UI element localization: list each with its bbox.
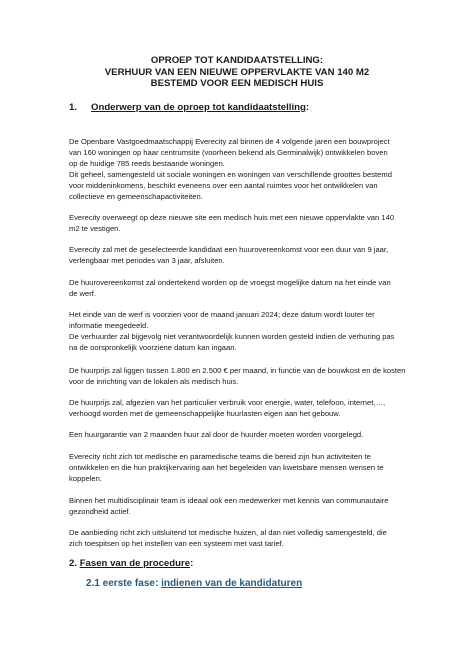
section-1-number: 1. <box>69 102 78 113</box>
paragraph-line: Een huurgarantie van 2 maanden huur zal door de huurder moeten worden voorgelegd. <box>69 430 364 439</box>
paragraph-line: m2 te vestigen. <box>69 224 121 234</box>
section-2-1-title: indienen van de kandidaturen <box>161 578 303 589</box>
paragraph-11 <box>69 527 419 549</box>
paragraph-line: De verhuurder zal bijgevolg niet verantwoordelijk kunnen worden gesteld indien de verhuring pas <box>69 332 395 342</box>
paragraph-1 <box>69 136 419 203</box>
paragraph-5 <box>69 309 419 353</box>
section-2-colon: : <box>190 558 194 569</box>
section-2-number: 2. <box>69 558 78 569</box>
paragraph-line: Het einde van de werf is voorzien voor de maand januari 2024; deze datum wordt louter ter <box>69 310 375 319</box>
section-2-title: Fasen van de procedure <box>79 558 191 569</box>
paragraph-line: collectieve en gemeenschapactiviteiten. <box>69 192 203 202</box>
paragraph-6 <box>69 365 419 387</box>
paragraph-line: De huurprijs zal, afgezien van het particulier verbruik voor energie, water, telefoon, internet,…, <box>69 398 386 407</box>
paragraph-line: voor middeninkomens, beschikt eveneens over een aantal ruimtes voor het ontwikkelen van <box>69 181 378 191</box>
section-1-heading <box>69 102 309 114</box>
paragraph-2 <box>69 212 419 234</box>
paragraph-9 <box>69 451 419 484</box>
section-1-colon: : <box>305 102 310 113</box>
paragraph-line: De huurprijs zal liggen tussen 1.800 en 2.500 € per maand, in functie van de bouwkost en de kosten <box>69 366 406 375</box>
paragraph-line: De Openbare Vastgoedmaatschappij Everecity zal binnen de 4 volgende jaren een bouwproject <box>69 137 390 146</box>
section-2-1-prefix: 2.1 eerste fase: <box>86 578 162 589</box>
paragraph-line: Everecity richt zich tot medische en paramedische teams die bereid zijn hun activiteiten te <box>69 452 371 461</box>
paragraph-line: De aanbieding richt zich uitsluitend tot medische huizen, al dan niet volledig samengesteld, die <box>69 528 387 537</box>
paragraph-line: zich toespitsen op het instellen van een systeem met vast tarief. <box>69 539 284 549</box>
section-2-heading <box>69 558 193 570</box>
paragraph-line: op de huidige 785 reeds bestaande woningen. <box>69 159 225 169</box>
paragraph-line: De huurovereenkomst zal ondertekend worden op de vroegst mogelijke datum na het einde van <box>69 278 391 287</box>
paragraph-line: Binnen het multidisciplinair team is ideaal ook een medewerker met kennis van communautaire <box>69 496 389 505</box>
paragraph-line: de werf. <box>69 289 97 299</box>
document-title <box>40 55 434 90</box>
section-2-1-heading <box>86 578 302 590</box>
paragraph-3 <box>69 244 419 266</box>
paragraph-line: Dit geheel, samengesteld uit sociale woningen en woningen van verschillende groottes bestemd <box>69 170 392 180</box>
paragraph-line: na de oorspronkelijk voorziene datum kan ingaan. <box>69 343 237 353</box>
paragraph-7 <box>69 397 419 419</box>
paragraph-line: koppelen. <box>69 474 102 484</box>
paragraph-4 <box>69 277 419 299</box>
paragraph-line: voor de inrichting van de lokalen als medisch huis. <box>69 377 239 387</box>
paragraph-line: Everecity zal met de geselecteerde kandidaat een huurovereenkomst voor een duur van 9 jaar, <box>69 245 389 254</box>
paragraph-line: Everecity overweegt op deze nieuwe site een medisch huis met een nieuwe oppervlakte van 140 <box>69 213 395 222</box>
paragraph-line: van 160 woningen op haar centrumsite (voorheen bekend als Germinalwijk) ontwikkelen boven <box>69 148 388 158</box>
paragraph-line: gezondheid actief. <box>69 507 131 517</box>
paragraph-10 <box>69 495 419 517</box>
title-line-2: VERHUUR VAN EEN NIEUWE OPPERVLAKTE VAN 140 M2 <box>104 66 370 78</box>
title-line-1: OPROEP TOT KANDIDAATSTELLING: <box>150 55 324 66</box>
paragraph-line: verlengbaar met periodes van 3 jaar, afsluiten. <box>69 256 225 266</box>
title-line-3: BESTEMD VOOR EEN MEDISCH HUIS <box>150 78 324 90</box>
paragraph-line: informatie meegedeeld. <box>69 321 149 331</box>
paragraph-line: verhoogd worden met de gemeenschappelijke huurlasten eigen aan het gebouw. <box>69 409 341 419</box>
section-1-title: Onderwerp van de oproep tot kandidaatstelling <box>91 102 306 113</box>
paragraph-line: ontwikkelen en die hun praktijkervaring aan het begeleiden van kwetsbare mensen wensen te <box>69 463 384 473</box>
paragraph-8 <box>69 429 419 440</box>
